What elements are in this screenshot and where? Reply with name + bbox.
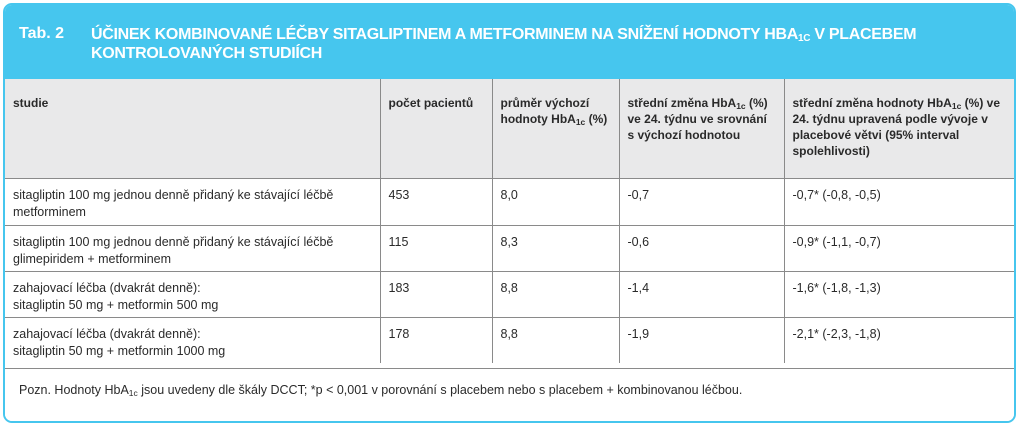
column-header-study: studie bbox=[13, 96, 49, 110]
table-title: ÚČINEK KOMBINOVANÉ LÉČBY SITAGLIPTINEM A METFORMINEM NA SNÍŽENÍ HODNOTY $HBA_{1C}$ V PLACEBEM KONTROLOVANÝCH STUDIÍCH bbox=[91, 26, 917, 62]
cell-patients: 178 bbox=[380, 318, 492, 364]
cell-adjusted: -2,1* (-2,3, -1,8) bbox=[784, 318, 1014, 364]
column-header-row bbox=[5, 79, 1014, 179]
table-body-area bbox=[5, 79, 1014, 421]
cell-patients: 453 bbox=[380, 179, 492, 226]
column-header-adjusted: střední změna hodnoty HbA$_{1c}$ (%) ve 24. týdnu upravená podle vývoje v placebové větvi (95% interval spolehlivosti) bbox=[784, 79, 1014, 179]
cell-change: -1,4 bbox=[619, 272, 784, 318]
cell-study: sitagliptin 100 mg jednou denně přidaný ke stávající léčbě glimepiridem + metforminem bbox=[5, 226, 380, 272]
cell-baseline: 8,8 bbox=[492, 318, 619, 364]
cell-study: sitagliptin 100 mg jednou denně přidaný ke stávající léčbě metforminem bbox=[5, 179, 380, 226]
cell-adjusted: -0,7* (-0,8, -0,5) bbox=[784, 179, 1014, 226]
table-row bbox=[5, 226, 1014, 272]
cell-change: -0,7 bbox=[619, 179, 784, 226]
column-header-change: střední změna HbA$_{1c}$ (%) ve 24. týdnu ve srovnání s výchozí hodnotou bbox=[619, 79, 784, 179]
table-footnote: Pozn. Hodnoty HbA$_{1c}$ jsou uvedeny dle škály DCCT; *p < 0,001 v porovnání s placebem nebo s placebem + kombinovanou léčbou. bbox=[5, 368, 1014, 423]
cell-patients: 115 bbox=[380, 226, 492, 272]
cell-adjusted: -1,6* (-1,8, -1,3) bbox=[784, 272, 1014, 318]
column-header-patients: počet pacientů bbox=[380, 79, 492, 179]
table-row bbox=[5, 272, 1014, 318]
column-header-baseline: průměr výchozí hodnoty HbA$_{1c}$ (%) bbox=[492, 79, 619, 179]
table-header bbox=[5, 5, 1014, 79]
cell-change: -0,6 bbox=[619, 226, 784, 272]
cell-change: -1,9 bbox=[619, 318, 784, 364]
table-frame bbox=[3, 3, 1016, 423]
table-row bbox=[5, 318, 1014, 364]
table-number: Tab. 2 bbox=[19, 25, 65, 42]
cell-study: zahajovací léčba (dvakrát denně): sitagliptin 50 mg + metformin 500 mg bbox=[5, 272, 380, 318]
data-table bbox=[5, 79, 1014, 363]
cell-adjusted: -0,9* (-1,1, -0,7) bbox=[784, 226, 1014, 272]
table-row bbox=[5, 179, 1014, 226]
cell-patients: 183 bbox=[380, 272, 492, 318]
cell-baseline: 8,8 bbox=[492, 272, 619, 318]
cell-baseline: 8,0 bbox=[492, 179, 619, 226]
cell-baseline: 8,3 bbox=[492, 226, 619, 272]
cell-study: zahajovací léčba (dvakrát denně): sitagliptin 50 mg + metformin 1000 mg bbox=[5, 318, 380, 364]
